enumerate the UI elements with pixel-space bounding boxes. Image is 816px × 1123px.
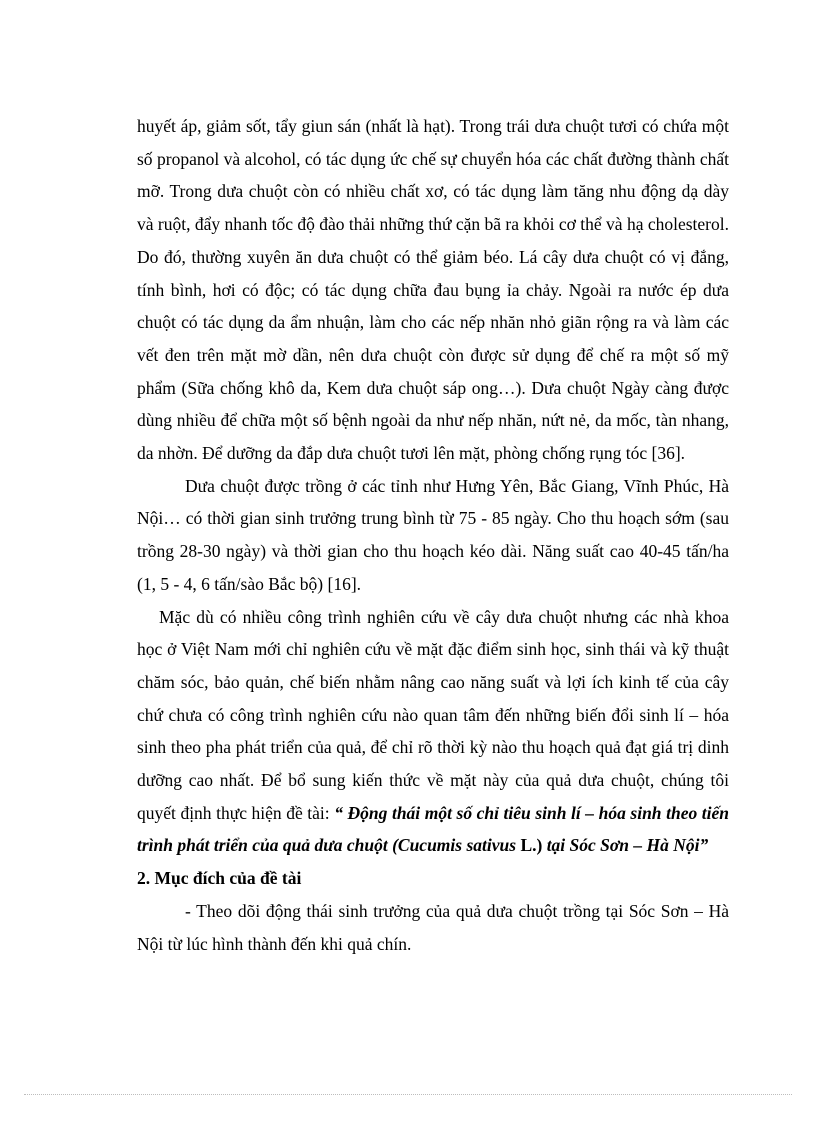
research-gap-text: Mặc dù có nhiều công trình nghiên cứu về cây dưa chuột nhưng các nhà khoa học ở Việt Nam mới chỉ nghiên cứu về mặt đặc điểm sinh học, sinh thái và kỹ thuật chăm sóc, bảo quản, chế biến nhằm nâng cao năng suất và lợi ích kinh tế của cây chứ chưa có công trình nghiên cứu nào quan tâm đến những biến đổi sinh lí – hóa sinh theo pha phát triển của quả, để chỉ rõ thời kỳ nào thu hoạch quả đạt giá trị dinh dưỡng cao nhất. Để bổ sung kiến thức về mặt này của quả dưa chuột, chúng tôi quyết định thực hiện đề tài: bbox=[137, 606, 729, 823]
paragraph-benefits: huyết áp, giảm sốt, tẩy giun sán (nhất là hạt). Trong trái dưa chuột tươi có chứa một số propanol và alcohol, có tác dụng ức chế sự chuyển hóa các chất đường thành chất mỡ. Trong dưa chuột còn có nhiều chất xơ, có tác dụng làm tăng nhu động dạ dày và ruột, đẩy nhanh tốc độ đào thải những thứ cặn bã ra khỏi cơ thể và hạ cholesterol. Do đó, thường xuyên ăn dưa chuột có thể giảm béo. Lá cây dưa chuột có vị đắng, tính bình, hơi có độc; có tác dụng chữa đau bụng ỉa chảy. Ngoài ra nước ép dưa chuột có tác dụng da ẩm nhuận, làm cho các nếp nhăn nhỏ giãn rộng ra và làm các vết đen trên mặt mờ dần, nên dưa chuột còn được sử dụng để chế ra một số mỹ phẩm (Sữa chống khô da, Kem dưa chuột sáp ong…). Dưa chuột Ngày càng được dùng nhiều để chữa một số bệnh ngoài da như nếp nhăn, nứt nẻ, da mốc, tàn nhang, da nhờn. Để dưỡng da đắp dưa chuột tươi lên mặt, phòng chống rụng tóc [36]. bbox=[137, 116, 729, 464]
thesis-title-part-3: tại Sóc Sơn – Hà Nội” bbox=[546, 835, 709, 856]
page-bottom-divider bbox=[24, 1094, 792, 1095]
thesis-title-part-1: “ Động thái một số chỉ tiêu sinh lí – hóa sinh theo tiến trình phát triển của quả dưa chuột (Cucumis sativus bbox=[137, 802, 729, 856]
body-text bbox=[137, 110, 729, 960]
thesis-title-part-2: L.) bbox=[520, 835, 547, 856]
section-heading: 2. Mục đích của đề tài bbox=[137, 868, 302, 889]
paragraph-objective: - Theo dõi động thái sinh trưởng của quả dưa chuột trồng tại Sóc Sơn – Hà Nội từ lúc hình thành đến khi quả chín. bbox=[137, 900, 729, 954]
paragraph-research-gap bbox=[137, 601, 729, 863]
paragraph-growing-regions: Dưa chuột được trồng ở các tỉnh như Hưng Yên, Bắc Giang, Vĩnh Phúc, Hà Nội… có thời gian sinh trưởng trung bình từ 75 - 85 ngày. Cho thu hoạch sớm (sau trồng 28-30 ngày) và thời gian cho thu hoạch kéo dài. Năng suất cao 40-45 tấn/ha (1, 5 - 4, 6 tấn/sào Bắc bộ) [16]. bbox=[137, 475, 729, 594]
